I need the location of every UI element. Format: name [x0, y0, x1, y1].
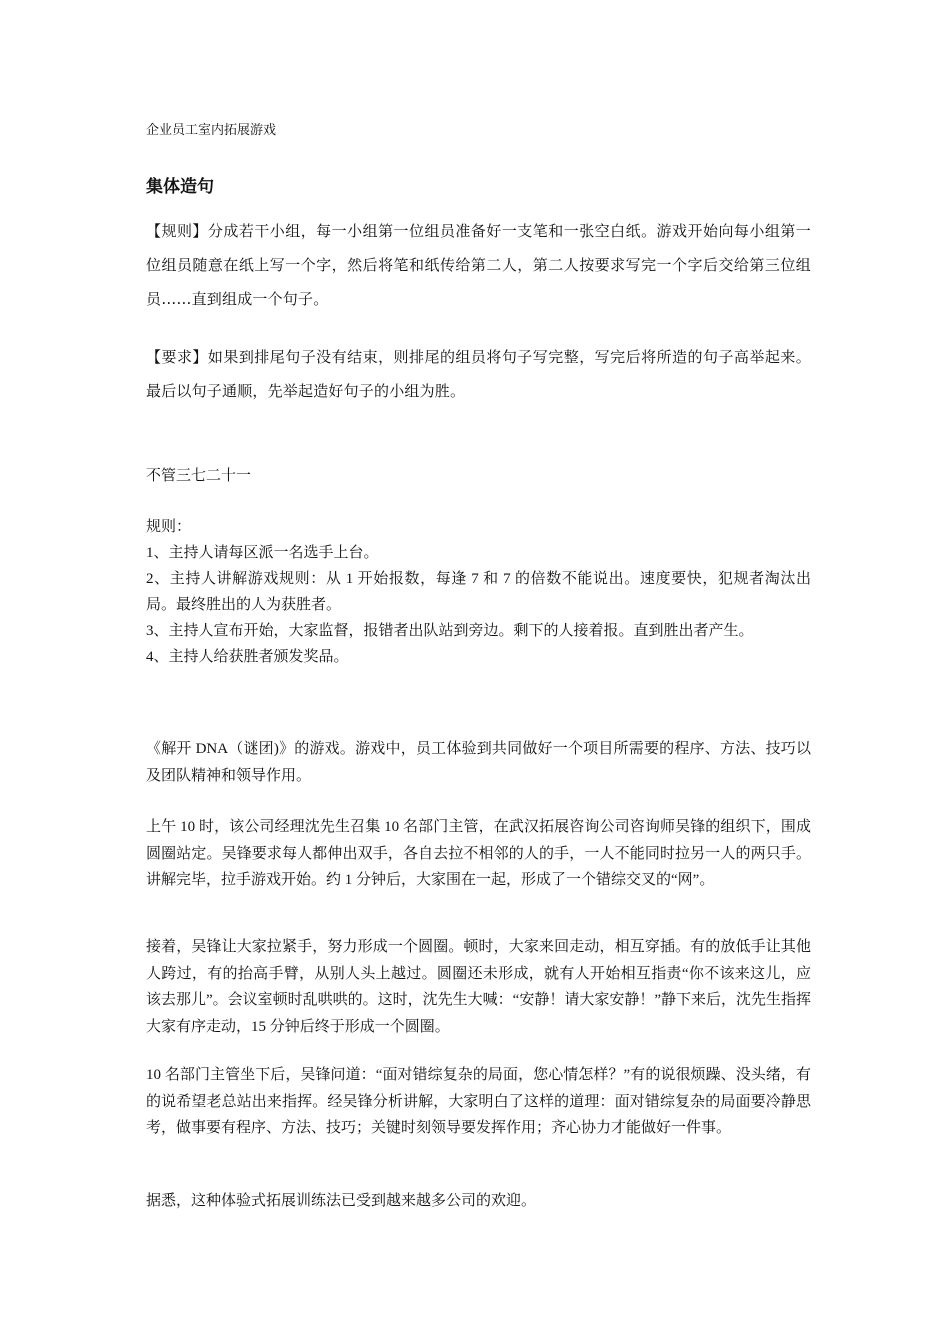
game2-rule-item: 4、主持人给获胜者颁发奖品。 — [146, 649, 349, 665]
game3-story-paragraph: 接着，吴锋让大家拉紧手，努力形成一个圆圈。顿时，大家来回走动，相互穿插。有的放低手让其他人跨过，有的抬高手臂，从别人头上越过。圆圈还未形成，就有人开始相互指责“你不该来这儿，应该去那儿”。会议室顿时乱哄哄的。这时，沈先生大喊：“安静！请大家安静！”静下来后，沈先生指挥大家有序走动，15 分钟后终于形成一个圆圈。 — [146, 939, 811, 1035]
game3-intro-paragraph: 《解开 DNA（谜团)》的游戏。游戏中，员工体验到共同做好一个项目所需要的程序、方法、技巧以及团队精神和领导作用。 — [146, 741, 811, 784]
game3-story-paragraph: 10 名部门主管坐下后，吴锋问道：“面对错综复杂的局面，您心情怎样？”有的说很烦躁、没头绪，有的说希望老总站出来指挥。经吴锋分析讲解，大家明白了这样的道理：面对错综复杂的局面要冷静思考，做事要有程序、方法、技巧；关键时刻领导要发挥作用；齐心协力才能做好一件事。 — [146, 1067, 811, 1136]
game2-rule-item: 2、主持人讲解游戏规则：从 1 开始报数，每逢 7 和 7 的倍数不能说出。速度要快，犯规者淘汰出局。最终胜出的人为获胜者。 — [146, 571, 811, 613]
game2-rule-item: 1、主持人请每区派一名选手上台。 — [146, 545, 379, 561]
game1-requirement-paragraph: 【要求】如果到排尾句子没有结束，则排尾的组员将句子写完整，写完后将所造的句子高举起来。最后以句子通顺，先举起造好句子的小组为胜。 — [146, 348, 811, 400]
game1-heading: 集体造句 — [146, 177, 214, 197]
document-title: 企业员工室内拓展游戏 — [146, 122, 277, 137]
game3-closing-paragraph: 据悉，这种体验式拓展训练法已受到越来越多公司的欢迎。 — [146, 1193, 537, 1209]
game2-rule-item: 3、主持人宣布开始，大家监督，报错者出队站到旁边。剩下的人接着报。直到胜出者产生。 — [146, 623, 754, 639]
game1-rules-paragraph: 【规则】分成若干小组，每一小组第一位组员准备好一支笔和一张空白纸。游戏开始向每小组第一位组员随意在纸上写一个字，然后将笔和纸传给第二人，第二人按要求写完一个字后交给第三位组员……直到组成一个句子。 — [146, 222, 811, 308]
game3-story-paragraph: 上午 10 时，该公司经理沈先生召集 10 名部门主管，在武汉拓展咨询公司咨询师吴锋的组织下，围成圆圈站定。吴锋要求每人都伸出双手，各自去拉不相邻的人的手，一人不能同时拉另一人的两只手。讲解完毕，拉手游戏开始。约 1 分钟后，大家围在一起，形成了一个错综交叉的“网”。 — [146, 819, 811, 888]
game2-rules-block — [146, 514, 811, 670]
game2-title: 不管三七二十一 — [146, 468, 252, 484]
game2-rules-label: 规则： — [146, 519, 192, 535]
